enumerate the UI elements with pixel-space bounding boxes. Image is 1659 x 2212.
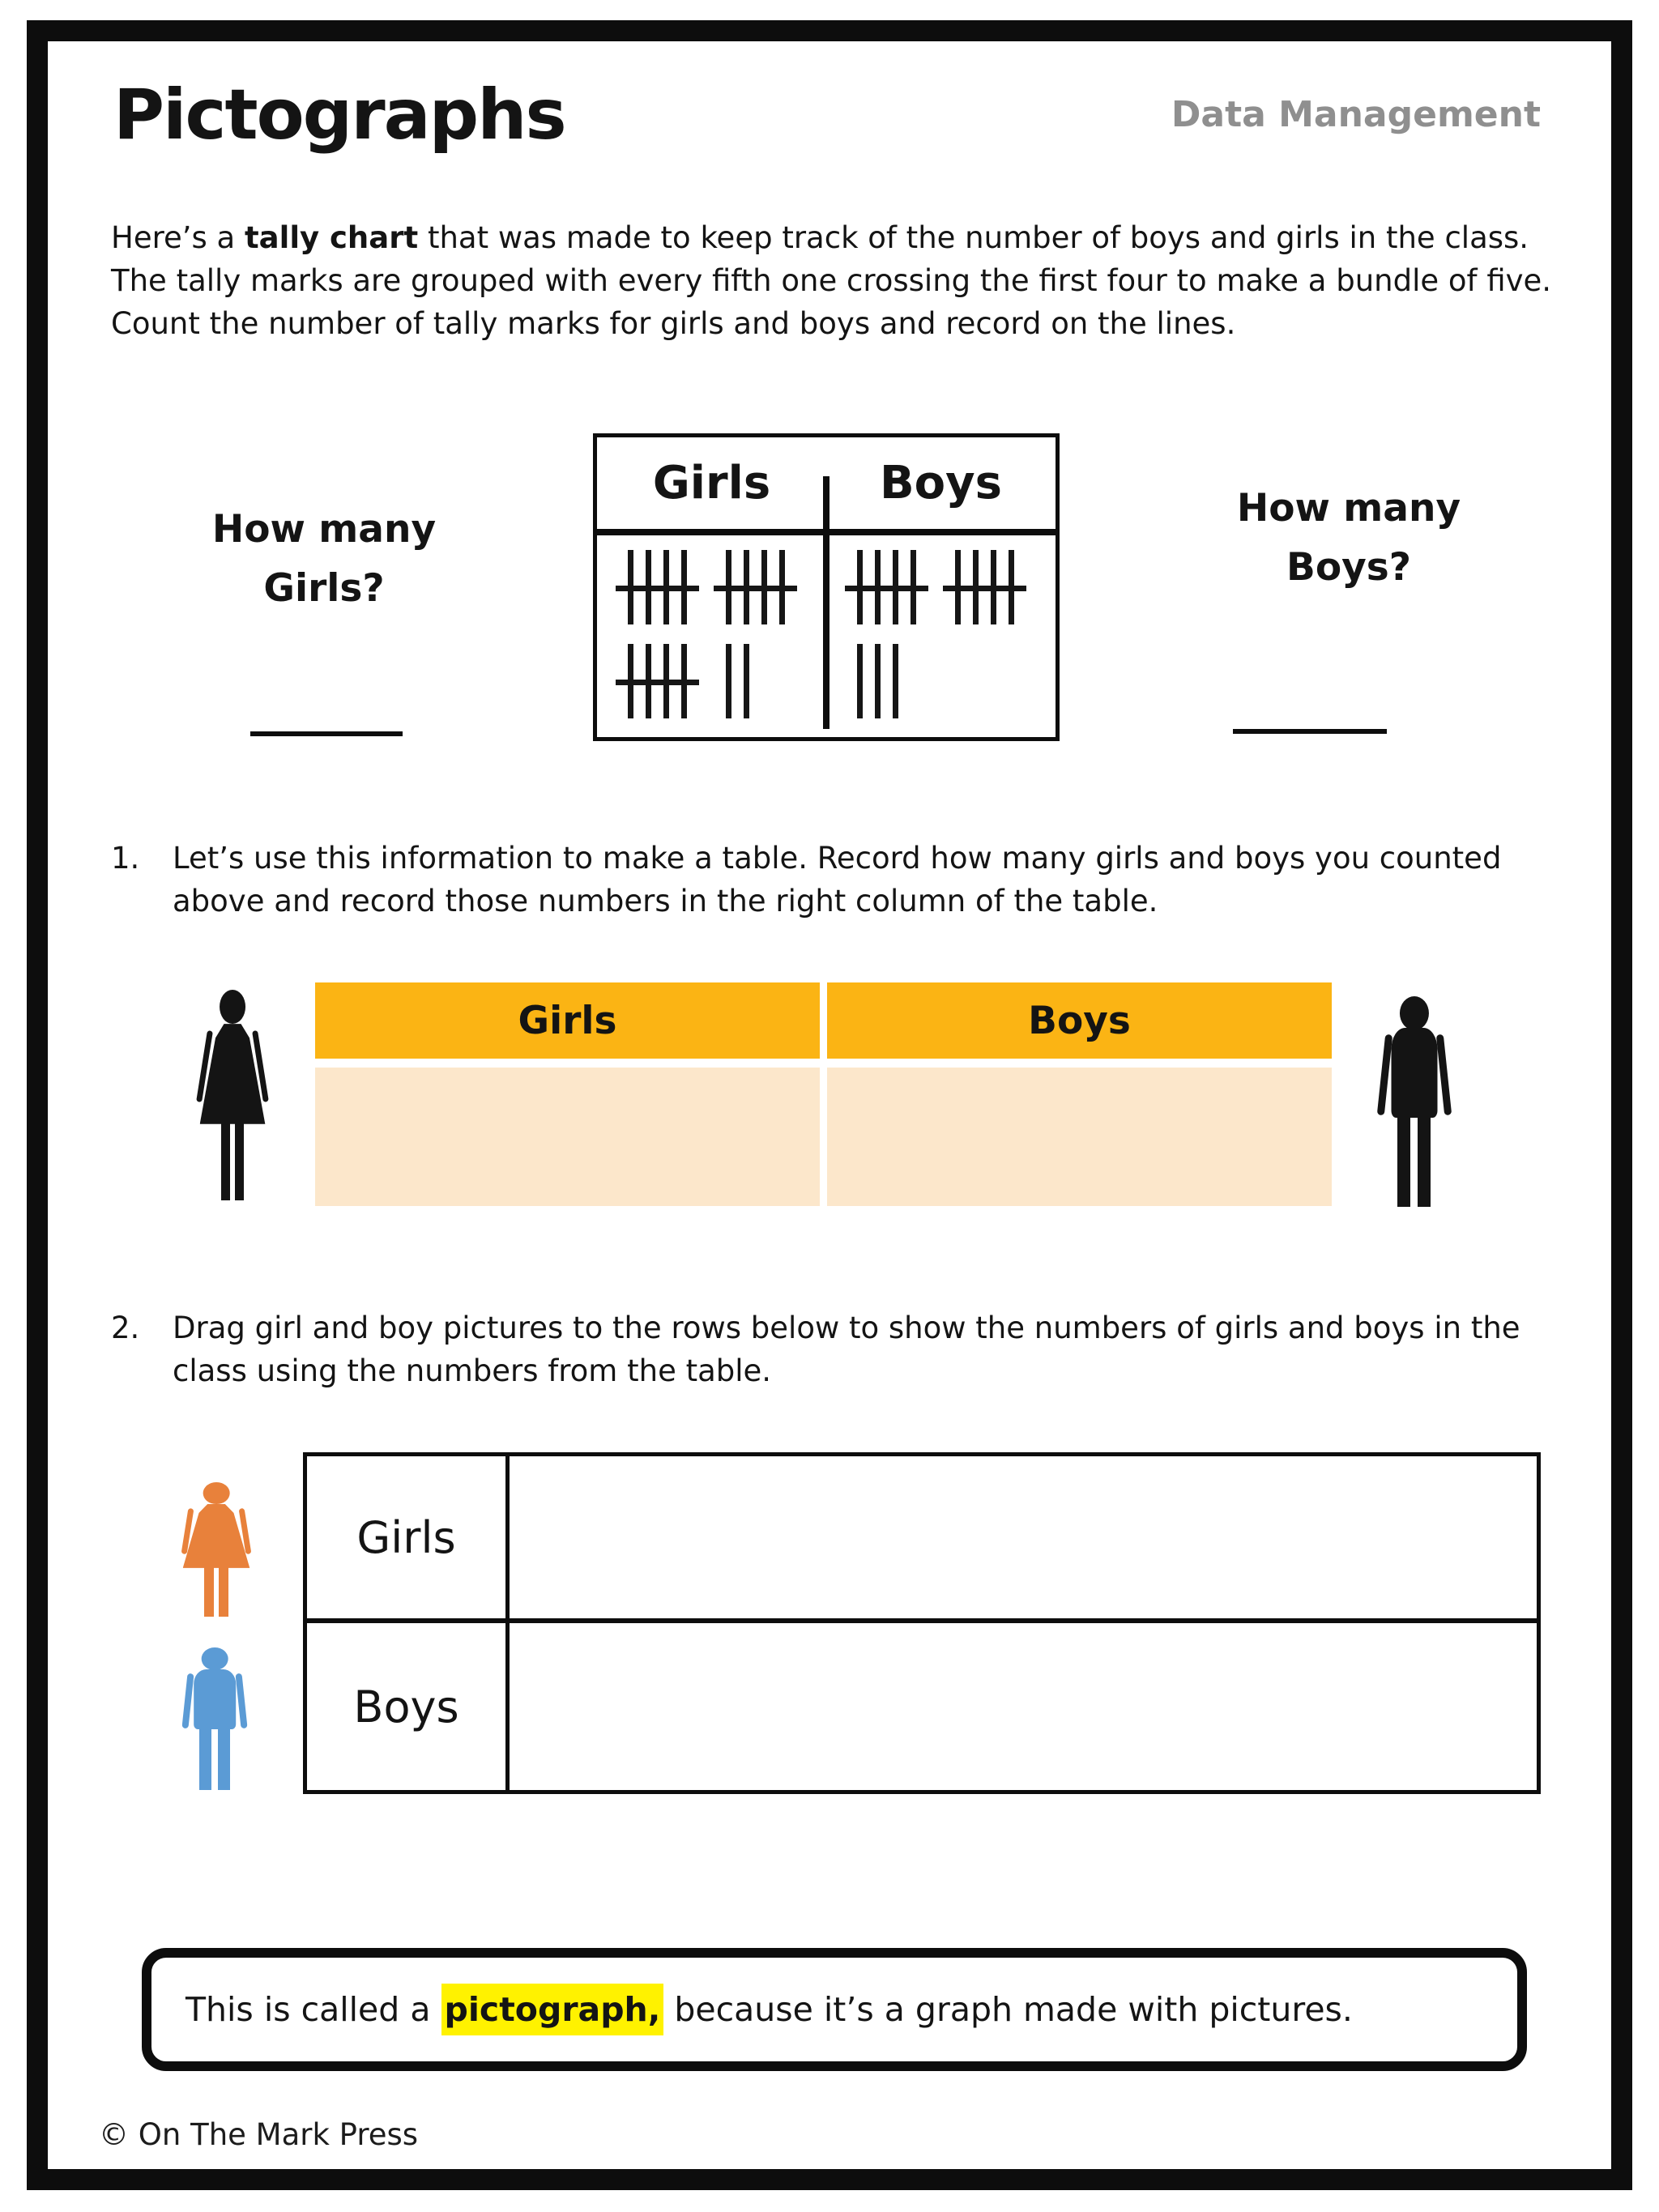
tally-bar	[875, 644, 881, 718]
step-2	[111, 1307, 1577, 1393]
tally-bar	[893, 550, 898, 624]
step-2-text: Drag girl and boy pictures to the rows below to show the numbers of girls and boys in the class using the numbers from the table.	[173, 1311, 1520, 1388]
intro-text	[111, 217, 1569, 346]
pictograph-girls-drop-row[interactable]	[510, 1456, 1537, 1623]
tally-bundle-of-five	[626, 550, 689, 624]
tally-row	[855, 644, 1056, 718]
tally-row	[626, 550, 826, 624]
tally-bar	[726, 550, 731, 624]
copyright-text: © On The Mark Press	[99, 2117, 419, 2152]
count-table-header-row	[315, 982, 1332, 1059]
count-table-boys-cell[interactable]	[827, 1068, 1332, 1206]
tally-bar	[857, 550, 863, 624]
intro-text-post: that was made to keep track of the number of boys and girls in the class. The tally marks are grouped with every fifth one crossing the first four to make a bundle of five. Count the number of tally marks for girls and boys and record on the lines.	[111, 220, 1552, 341]
boy-icon-draggable[interactable]	[180, 1647, 249, 1792]
tally-bar	[628, 644, 633, 718]
tally-chart	[593, 433, 1060, 741]
tally-bar	[681, 644, 687, 718]
tally-bundle-of-five	[855, 550, 918, 624]
tally-bar	[955, 550, 961, 624]
tally-bar	[1009, 550, 1014, 624]
tally-bar	[911, 550, 916, 624]
how-many-boys-line2: Boys?	[1286, 544, 1411, 590]
tally-bar	[973, 550, 979, 624]
how-many-girls-line1: How many	[211, 507, 437, 552]
step-2-number: 2.	[111, 1311, 140, 1345]
tally-bar	[761, 550, 767, 624]
pictograph-definition-note	[142, 1948, 1527, 2071]
tally-bar	[779, 550, 785, 624]
how-many-boys-line1: How many	[1236, 486, 1461, 531]
note-text-pre: This is called a	[186, 1990, 441, 2029]
count-table-value-row	[315, 1068, 1332, 1206]
step-1-number: 1.	[111, 841, 140, 876]
tally-singles	[855, 644, 900, 718]
tally-bar	[628, 550, 633, 624]
tally-bar	[646, 644, 651, 718]
tally-bar	[663, 550, 669, 624]
tally-girls-marks	[597, 535, 826, 737]
girls-answer-line[interactable]	[250, 731, 403, 736]
woman-icon	[198, 990, 267, 1203]
pictograph-boys-drop-row[interactable]	[510, 1623, 1537, 1790]
pictograph-table	[303, 1452, 1541, 1794]
page-title: Pictographs	[113, 75, 565, 156]
step-1-text: Let’s use this information to make a table. Record how many girls and boys you counted above and record those numbers in the right column of the table.	[173, 841, 1502, 918]
girl-icon-draggable[interactable]	[181, 1482, 251, 1618]
intro-text-bold: tally chart	[244, 220, 419, 255]
tally-bar	[646, 550, 651, 624]
tally-boys-marks	[826, 535, 1056, 737]
pictograph-row-label-boys: Boys	[307, 1623, 510, 1790]
man-icon	[1375, 996, 1452, 1209]
boys-answer-line[interactable]	[1233, 729, 1387, 734]
tally-bundle-of-five	[953, 550, 1016, 624]
intro-text-pre: Here’s a	[111, 220, 245, 255]
tally-bar	[857, 644, 863, 718]
how-many-girls-label	[138, 501, 510, 619]
tally-row	[626, 644, 826, 718]
tally-bar	[991, 550, 996, 624]
pictograph-row-label-girls: Girls	[307, 1456, 510, 1623]
how-many-boys-label	[1158, 479, 1539, 598]
tally-bundle-of-five	[626, 644, 689, 718]
count-table-girls-cell[interactable]	[315, 1068, 820, 1206]
step-1	[111, 837, 1577, 923]
tally-singles	[724, 644, 751, 718]
category-label: Data Management	[1171, 94, 1541, 135]
note-text-post: because it’s a graph made with pictures.	[663, 1990, 1353, 2029]
tally-header-boys: Boys	[880, 457, 1002, 509]
tally-row	[855, 550, 1056, 624]
count-table-header-boys: Boys	[827, 982, 1332, 1059]
tally-bar	[744, 644, 749, 718]
how-many-girls-line2: Girls?	[263, 565, 385, 611]
tally-bar	[681, 550, 687, 624]
tally-bar	[875, 550, 881, 624]
tally-bundle-of-five	[724, 550, 787, 624]
tally-header-girls: Girls	[652, 457, 771, 509]
note-text-highlight: pictograph,	[441, 1984, 664, 2035]
tally-chart-body	[597, 535, 1056, 737]
tally-bar	[726, 644, 731, 718]
tally-bar	[663, 644, 669, 718]
tally-bar	[893, 644, 898, 718]
tally-bar	[744, 550, 749, 624]
note-text	[186, 1990, 1353, 2029]
count-table-header-girls: Girls	[315, 982, 820, 1059]
count-table	[315, 982, 1332, 1206]
